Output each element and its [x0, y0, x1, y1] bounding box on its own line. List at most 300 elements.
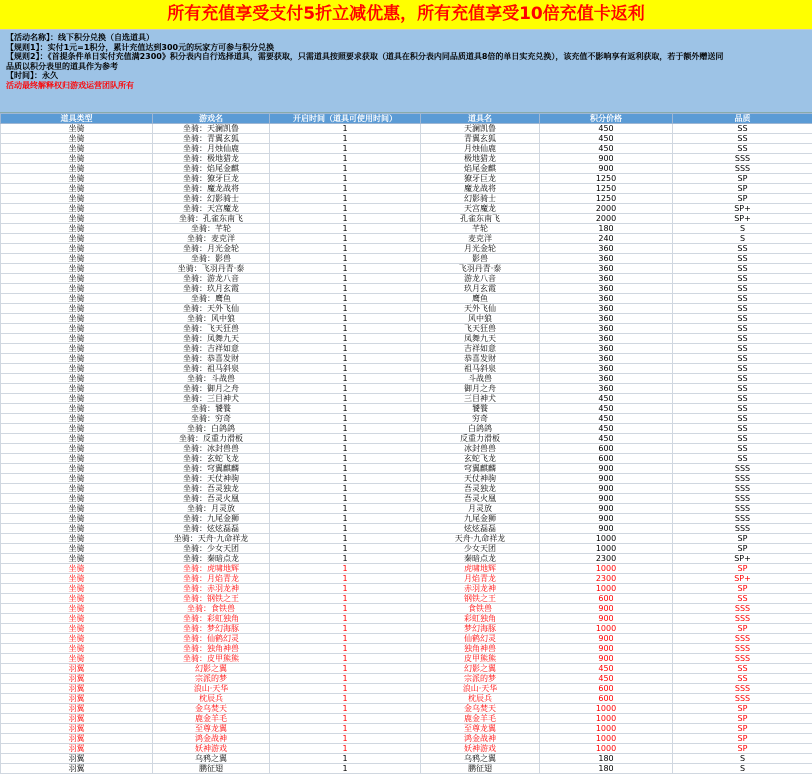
- cell-game-name[interactable]: 坐骑：鹰鱼: [153, 294, 270, 304]
- cell-item-type[interactable]: 坐骑: [1, 354, 153, 364]
- cell-open-time[interactable]: 1: [270, 254, 421, 264]
- cell-quality[interactable]: SS: [673, 374, 812, 384]
- cell-game-name[interactable]: 坐骑：飞羽丹青·泰: [153, 264, 270, 274]
- cell-open-time[interactable]: 1: [270, 244, 421, 254]
- table-row[interactable]: [1, 384, 812, 394]
- table-row[interactable]: [1, 124, 812, 134]
- cell-points-price[interactable]: 900: [540, 154, 673, 164]
- cell-item-type[interactable]: 羽翼: [1, 704, 153, 714]
- cell-item-type[interactable]: 坐骑: [1, 644, 153, 654]
- cell-quality[interactable]: SSS: [673, 494, 812, 504]
- cell-game-name[interactable]: 坐骑：反重力滑板: [153, 434, 270, 444]
- cell-item-name[interactable]: 玖月玄霞: [421, 284, 540, 294]
- table-row[interactable]: [1, 514, 812, 524]
- cell-item-name[interactable]: 斗战兽: [421, 374, 540, 384]
- cell-points-price[interactable]: 1000: [540, 534, 673, 544]
- cell-quality[interactable]: SSS: [673, 514, 812, 524]
- cell-points-price[interactable]: 360: [540, 354, 673, 364]
- table-row[interactable]: [1, 664, 812, 674]
- cell-item-type[interactable]: 坐骑: [1, 614, 153, 624]
- table-row[interactable]: [1, 284, 812, 294]
- cell-item-type[interactable]: 坐骑: [1, 544, 153, 554]
- cell-open-time[interactable]: 1: [270, 614, 421, 624]
- cell-points-price[interactable]: 1000: [540, 624, 673, 634]
- table-row[interactable]: [1, 634, 812, 644]
- cell-item-name[interactable]: 天仗神驹: [421, 474, 540, 484]
- table-row[interactable]: [1, 274, 812, 284]
- cell-quality[interactable]: SS: [673, 304, 812, 314]
- cell-game-name[interactable]: 坐骑：魔龙战将: [153, 184, 270, 194]
- table-row[interactable]: [1, 684, 812, 694]
- cell-item-name[interactable]: 玄蛇飞龙: [421, 454, 540, 464]
- table-row[interactable]: [1, 504, 812, 514]
- table-row[interactable]: [1, 394, 812, 404]
- table-row[interactable]: [1, 144, 812, 154]
- cell-quality[interactable]: SP: [673, 564, 812, 574]
- cell-game-name[interactable]: 坐骑：幻影骑士: [153, 194, 270, 204]
- cell-quality[interactable]: SS: [673, 384, 812, 394]
- cell-open-time[interactable]: 1: [270, 194, 421, 204]
- cell-item-type[interactable]: 羽翼: [1, 674, 153, 684]
- cell-quality[interactable]: SS: [673, 294, 812, 304]
- cell-quality[interactable]: SP: [673, 734, 812, 744]
- table-row[interactable]: [1, 474, 812, 484]
- cell-quality[interactable]: SS: [673, 394, 812, 404]
- cell-open-time[interactable]: 1: [270, 744, 421, 754]
- cell-item-name[interactable]: 祖马斜泉: [421, 364, 540, 374]
- cell-quality[interactable]: SSS: [673, 464, 812, 474]
- cell-open-time[interactable]: 1: [270, 514, 421, 524]
- cell-item-name[interactable]: 仙鹤幻灵: [421, 634, 540, 644]
- cell-open-time[interactable]: 1: [270, 644, 421, 654]
- cell-item-name[interactable]: 吾灵火凰: [421, 494, 540, 504]
- table-row[interactable]: [1, 764, 812, 774]
- cell-game-name[interactable]: 鹿金羊毛: [153, 714, 270, 724]
- table-row[interactable]: [1, 464, 812, 474]
- cell-open-time[interactable]: 1: [270, 484, 421, 494]
- cell-points-price[interactable]: 360: [540, 334, 673, 344]
- cell-item-type[interactable]: 坐骑: [1, 604, 153, 614]
- table-row[interactable]: [1, 494, 812, 504]
- cell-points-price[interactable]: 180: [540, 764, 673, 774]
- cell-item-type[interactable]: 羽翼: [1, 754, 153, 764]
- table-row[interactable]: [1, 244, 812, 254]
- cell-item-type[interactable]: 坐骑: [1, 234, 153, 244]
- cell-game-name[interactable]: 坐骑：天澜凯鲁: [153, 124, 270, 134]
- cell-game-name[interactable]: 坐骑：吾灵火凰: [153, 494, 270, 504]
- cell-item-name[interactable]: 青翼玄狐: [421, 134, 540, 144]
- table-row[interactable]: [1, 314, 812, 324]
- cell-open-time[interactable]: 1: [270, 444, 421, 454]
- table-row[interactable]: [1, 364, 812, 374]
- cell-open-time[interactable]: 1: [270, 504, 421, 514]
- cell-game-name[interactable]: 坐骑：钢铁之王: [153, 594, 270, 604]
- cell-item-type[interactable]: 坐骑: [1, 254, 153, 264]
- cell-item-type[interactable]: 坐骑: [1, 184, 153, 194]
- cell-points-price[interactable]: 600: [540, 694, 673, 704]
- table-row[interactable]: [1, 614, 812, 624]
- cell-points-price[interactable]: 900: [540, 614, 673, 624]
- cell-quality[interactable]: SS: [673, 414, 812, 424]
- cell-item-type[interactable]: 坐骑: [1, 264, 153, 274]
- cell-quality[interactable]: SSS: [673, 504, 812, 514]
- cell-open-time[interactable]: 1: [270, 674, 421, 684]
- table-row[interactable]: [1, 744, 812, 754]
- cell-item-type[interactable]: 坐骑: [1, 164, 153, 174]
- cell-points-price[interactable]: 450: [540, 424, 673, 434]
- cell-game-name[interactable]: 枕辰兵: [153, 694, 270, 704]
- cell-game-name[interactable]: 坐骑：玄蛇飞龙: [153, 454, 270, 464]
- cell-game-name[interactable]: 坐骑：穷奇: [153, 414, 270, 424]
- cell-item-name[interactable]: 极地猎龙: [421, 154, 540, 164]
- cell-item-type[interactable]: 坐骑: [1, 334, 153, 344]
- cell-open-time[interactable]: 1: [270, 324, 421, 334]
- cell-item-type[interactable]: 坐骑: [1, 324, 153, 334]
- cell-item-type[interactable]: 坐骑: [1, 144, 153, 154]
- cell-game-name[interactable]: 坐骑：麦克洋: [153, 234, 270, 244]
- cell-points-price[interactable]: 1250: [540, 194, 673, 204]
- cell-item-name[interactable]: 彩虹独角: [421, 614, 540, 624]
- table-row[interactable]: [1, 354, 812, 364]
- cell-game-name[interactable]: 坐骑：秦暗点龙: [153, 554, 270, 564]
- cell-item-type[interactable]: 坐骑: [1, 294, 153, 304]
- cell-item-type[interactable]: 坐骑: [1, 574, 153, 584]
- cell-quality[interactable]: SS: [673, 124, 812, 134]
- table-row[interactable]: [1, 204, 812, 214]
- table-row[interactable]: [1, 524, 812, 534]
- cell-points-price[interactable]: 1000: [540, 724, 673, 734]
- cell-open-time[interactable]: 1: [270, 264, 421, 274]
- cell-open-time[interactable]: 1: [270, 574, 421, 584]
- table-row[interactable]: [1, 694, 812, 704]
- cell-item-name[interactable]: 皮甲熊熊: [421, 654, 540, 664]
- cell-game-name[interactable]: 至尊龙翼: [153, 724, 270, 734]
- cell-open-time[interactable]: 1: [270, 314, 421, 324]
- cell-points-price[interactable]: 1000: [540, 584, 673, 594]
- cell-item-name[interactable]: 吉祥如意: [421, 344, 540, 354]
- cell-points-price[interactable]: 360: [540, 274, 673, 284]
- cell-quality[interactable]: SS: [673, 404, 812, 414]
- cell-item-type[interactable]: 坐骑: [1, 244, 153, 254]
- cell-item-name[interactable]: 鹰鱼: [421, 294, 540, 304]
- col-header-quality[interactable]: 品质: [673, 114, 812, 124]
- cell-game-name[interactable]: 坐骑：游龙八音: [153, 274, 270, 284]
- cell-quality[interactable]: SS: [673, 284, 812, 294]
- cell-quality[interactable]: SP: [673, 534, 812, 544]
- table-row[interactable]: [1, 594, 812, 604]
- cell-open-time[interactable]: 1: [270, 694, 421, 704]
- cell-item-type[interactable]: 坐骑: [1, 524, 153, 534]
- cell-game-name[interactable]: 金乌焚天: [153, 704, 270, 714]
- cell-quality[interactable]: SS: [673, 434, 812, 444]
- cell-item-type[interactable]: 坐骑: [1, 374, 153, 384]
- cell-game-name[interactable]: 坐骑：饕餮: [153, 404, 270, 414]
- cell-points-price[interactable]: 900: [540, 634, 673, 644]
- cell-points-price[interactable]: 450: [540, 144, 673, 154]
- cell-points-price[interactable]: 360: [540, 344, 673, 354]
- cell-item-type[interactable]: 坐骑: [1, 514, 153, 524]
- cell-quality[interactable]: SP: [673, 174, 812, 184]
- cell-open-time[interactable]: 1: [270, 734, 421, 744]
- cell-points-price[interactable]: 600: [540, 684, 673, 694]
- cell-open-time[interactable]: 1: [270, 754, 421, 764]
- cell-open-time[interactable]: 1: [270, 584, 421, 594]
- cell-points-price[interactable]: 600: [540, 444, 673, 454]
- cell-quality[interactable]: SP: [673, 714, 812, 724]
- cell-game-name[interactable]: 坐骑：月光金轮: [153, 244, 270, 254]
- cell-open-time[interactable]: 1: [270, 534, 421, 544]
- cell-item-name[interactable]: 白鸽鸽: [421, 424, 540, 434]
- cell-points-price[interactable]: 360: [540, 324, 673, 334]
- cell-open-time[interactable]: 1: [270, 704, 421, 714]
- cell-game-name[interactable]: 坐骑：少女天团: [153, 544, 270, 554]
- cell-item-type[interactable]: 坐骑: [1, 414, 153, 424]
- cell-points-price[interactable]: 360: [540, 374, 673, 384]
- cell-quality[interactable]: SP: [673, 194, 812, 204]
- cell-item-type[interactable]: 羽翼: [1, 724, 153, 734]
- cell-open-time[interactable]: 1: [270, 224, 421, 234]
- table-row[interactable]: [1, 444, 812, 454]
- cell-open-time[interactable]: 1: [270, 384, 421, 394]
- cell-points-price[interactable]: 1000: [540, 564, 673, 574]
- cell-item-name[interactable]: 梦幻海豚: [421, 624, 540, 634]
- cell-game-name[interactable]: 坐骑：风中狼: [153, 314, 270, 324]
- cell-points-price[interactable]: 180: [540, 754, 673, 764]
- cell-item-type[interactable]: 坐骑: [1, 124, 153, 134]
- cell-game-name[interactable]: 坐骑：独角神兽: [153, 644, 270, 654]
- cell-item-name[interactable]: 凤舞九天: [421, 334, 540, 344]
- cell-game-name[interactable]: 坐骑：冰封兽兽: [153, 444, 270, 454]
- cell-item-type[interactable]: 坐骑: [1, 344, 153, 354]
- cell-quality[interactable]: SP: [673, 744, 812, 754]
- table-row[interactable]: [1, 174, 812, 184]
- cell-game-name[interactable]: 坐骑：三目神犬: [153, 394, 270, 404]
- cell-item-name[interactable]: 御月之舟: [421, 384, 540, 394]
- cell-game-name[interactable]: 妖神游戏: [153, 744, 270, 754]
- cell-game-name[interactable]: 宗派的梦: [153, 674, 270, 684]
- cell-game-name[interactable]: 坐骑：天宫魔龙: [153, 204, 270, 214]
- cell-item-type[interactable]: 坐骑: [1, 214, 153, 224]
- cell-game-name[interactable]: 坐骑：天外飞仙: [153, 304, 270, 314]
- cell-open-time[interactable]: 1: [270, 434, 421, 444]
- cell-game-name[interactable]: 坐骑：影兽: [153, 254, 270, 264]
- table-row[interactable]: [1, 734, 812, 744]
- cell-item-name[interactable]: 天宫魔龙: [421, 204, 540, 214]
- cell-quality[interactable]: SS: [673, 424, 812, 434]
- cell-open-time[interactable]: 1: [270, 724, 421, 734]
- cell-quality[interactable]: SP: [673, 704, 812, 714]
- cell-points-price[interactable]: 450: [540, 124, 673, 134]
- cell-item-type[interactable]: 坐骑: [1, 474, 153, 484]
- cell-points-price[interactable]: 900: [540, 494, 673, 504]
- table-row[interactable]: [1, 454, 812, 464]
- cell-item-type[interactable]: 坐骑: [1, 624, 153, 634]
- cell-quality[interactable]: SS: [673, 314, 812, 324]
- table-row[interactable]: [1, 554, 812, 564]
- cell-quality[interactable]: SS: [673, 364, 812, 374]
- cell-quality[interactable]: SS: [673, 354, 812, 364]
- cell-open-time[interactable]: 1: [270, 234, 421, 244]
- cell-item-name[interactable]: 浪山·天华: [421, 684, 540, 694]
- cell-open-time[interactable]: 1: [270, 604, 421, 614]
- cell-item-type[interactable]: 坐骑: [1, 274, 153, 284]
- cell-item-name[interactable]: 天外飞仙: [421, 304, 540, 314]
- cell-item-type[interactable]: 坐骑: [1, 224, 153, 234]
- cell-quality[interactable]: SSS: [673, 694, 812, 704]
- cell-item-type[interactable]: 坐骑: [1, 434, 153, 444]
- cell-open-time[interactable]: 1: [270, 364, 421, 374]
- table-row[interactable]: [1, 164, 812, 174]
- cell-open-time[interactable]: 1: [270, 624, 421, 634]
- cell-item-type[interactable]: 坐骑: [1, 484, 153, 494]
- cell-item-name[interactable]: 秦暗点龙: [421, 554, 540, 564]
- cell-item-name[interactable]: 反重力滑板: [421, 434, 540, 444]
- cell-game-name[interactable]: 坐骑：芊轮: [153, 224, 270, 234]
- table-row[interactable]: [1, 484, 812, 494]
- table-row[interactable]: [1, 704, 812, 714]
- cell-open-time[interactable]: 1: [270, 424, 421, 434]
- cell-quality[interactable]: S: [673, 754, 812, 764]
- cell-open-time[interactable]: 1: [270, 684, 421, 694]
- cell-item-name[interactable]: 幻影之翼: [421, 664, 540, 674]
- table-row[interactable]: [1, 134, 812, 144]
- cell-item-name[interactable]: 焰尾金麒: [421, 164, 540, 174]
- cell-item-type[interactable]: 坐骑: [1, 204, 153, 214]
- table-row[interactable]: [1, 404, 812, 414]
- cell-game-name[interactable]: 鸿金战神: [153, 734, 270, 744]
- cell-quality[interactable]: SS: [673, 244, 812, 254]
- cell-item-type[interactable]: 坐骑: [1, 424, 153, 434]
- cell-open-time[interactable]: 1: [270, 294, 421, 304]
- cell-open-time[interactable]: 1: [270, 144, 421, 154]
- cell-points-price[interactable]: 900: [540, 504, 673, 514]
- cell-item-name[interactable]: 幻影骑士: [421, 194, 540, 204]
- cell-quality[interactable]: SS: [673, 674, 812, 684]
- cell-open-time[interactable]: 1: [270, 714, 421, 724]
- cell-game-name[interactable]: 坐骑：穹翼麒麟: [153, 464, 270, 474]
- cell-game-name[interactable]: 坐骑：吾灵独龙: [153, 484, 270, 494]
- cell-game-name[interactable]: 坐骑：孔雀东南飞: [153, 214, 270, 224]
- cell-open-time[interactable]: 1: [270, 764, 421, 774]
- col-header-game-name[interactable]: 游戏名: [153, 114, 270, 124]
- cell-item-name[interactable]: 风中狼: [421, 314, 540, 324]
- cell-quality[interactable]: SSS: [673, 524, 812, 534]
- cell-game-name[interactable]: 坐骑：梦幻海豚: [153, 624, 270, 634]
- cell-game-name[interactable]: 坐骑：赤羽龙神: [153, 584, 270, 594]
- cell-quality[interactable]: SP: [673, 724, 812, 734]
- cell-open-time[interactable]: 1: [270, 664, 421, 674]
- cell-item-type[interactable]: 羽翼: [1, 764, 153, 774]
- cell-item-name[interactable]: 恭喜发财: [421, 354, 540, 364]
- cell-open-time[interactable]: 1: [270, 274, 421, 284]
- table-row[interactable]: [1, 184, 812, 194]
- cell-item-type[interactable]: 坐骑: [1, 654, 153, 664]
- cell-points-price[interactable]: 600: [540, 594, 673, 604]
- cell-item-type[interactable]: 坐骑: [1, 384, 153, 394]
- cell-game-name[interactable]: 坐骑：御月之舟: [153, 384, 270, 394]
- cell-item-name[interactable]: 吾灵独龙: [421, 484, 540, 494]
- cell-open-time[interactable]: 1: [270, 474, 421, 484]
- cell-quality[interactable]: SP+: [673, 554, 812, 564]
- cell-open-time[interactable]: 1: [270, 174, 421, 184]
- cell-quality[interactable]: SSS: [673, 684, 812, 694]
- cell-item-name[interactable]: 飞羽丹青·泰: [421, 264, 540, 274]
- cell-quality[interactable]: SS: [673, 274, 812, 284]
- cell-quality[interactable]: SSS: [673, 484, 812, 494]
- cell-points-price[interactable]: 1000: [540, 734, 673, 744]
- cell-open-time[interactable]: 1: [270, 184, 421, 194]
- cell-item-name[interactable]: 枕辰兵: [421, 694, 540, 704]
- cell-game-name[interactable]: 坐骑：玖月玄霞: [153, 284, 270, 294]
- cell-open-time[interactable]: 1: [270, 524, 421, 534]
- cell-game-name[interactable]: 坐骑：天仗神驹: [153, 474, 270, 484]
- col-header-item-name[interactable]: 道具名: [421, 114, 540, 124]
- cell-item-name[interactable]: 饕餮: [421, 404, 540, 414]
- cell-points-price[interactable]: 900: [540, 604, 673, 614]
- cell-game-name[interactable]: 坐骑：月烛仙鹿: [153, 144, 270, 154]
- cell-game-name[interactable]: 幻影之翼: [153, 664, 270, 674]
- cell-open-time[interactable]: 1: [270, 354, 421, 364]
- cell-item-name[interactable]: 九尾金狮: [421, 514, 540, 524]
- cell-item-type[interactable]: 坐骑: [1, 564, 153, 574]
- cell-open-time[interactable]: 1: [270, 464, 421, 474]
- cell-points-price[interactable]: 2300: [540, 554, 673, 564]
- cell-item-name[interactable]: 少女天团: [421, 544, 540, 554]
- table-row[interactable]: [1, 674, 812, 684]
- cell-quality[interactable]: SS: [673, 664, 812, 674]
- table-row[interactable]: [1, 334, 812, 344]
- cell-points-price[interactable]: 360: [540, 284, 673, 294]
- cell-game-name[interactable]: 坐骑：焰尾金麒: [153, 164, 270, 174]
- cell-item-name[interactable]: 獠牙巨龙: [421, 174, 540, 184]
- cell-game-name[interactable]: 坐骑：九尾金狮: [153, 514, 270, 524]
- cell-game-name[interactable]: 坐骑：仙鹤幻灵: [153, 634, 270, 644]
- cell-game-name[interactable]: 坐骑：皮甲熊熊: [153, 654, 270, 664]
- cell-quality[interactable]: SSS: [673, 154, 812, 164]
- cell-points-price[interactable]: 900: [540, 524, 673, 534]
- cell-game-name[interactable]: 坐骑：炫炫磊磊: [153, 524, 270, 534]
- cell-open-time[interactable]: 1: [270, 284, 421, 294]
- cell-item-type[interactable]: 坐骑: [1, 284, 153, 294]
- cell-points-price[interactable]: 240: [540, 234, 673, 244]
- cell-quality[interactable]: SP: [673, 544, 812, 554]
- cell-item-name[interactable]: 芊轮: [421, 224, 540, 234]
- cell-quality[interactable]: SP+: [673, 204, 812, 214]
- cell-points-price[interactable]: 360: [540, 364, 673, 374]
- cell-quality[interactable]: SS: [673, 594, 812, 604]
- cell-open-time[interactable]: 1: [270, 654, 421, 664]
- cell-points-price[interactable]: 450: [540, 414, 673, 424]
- cell-points-price[interactable]: 360: [540, 384, 673, 394]
- cell-game-name[interactable]: 坐骑：虎啸地辉: [153, 564, 270, 574]
- cell-points-price[interactable]: 360: [540, 294, 673, 304]
- table-row[interactable]: [1, 654, 812, 664]
- cell-quality[interactable]: SSS: [673, 614, 812, 624]
- cell-open-time[interactable]: 1: [270, 134, 421, 144]
- cell-open-time[interactable]: 1: [270, 634, 421, 644]
- cell-item-type[interactable]: 坐骑: [1, 504, 153, 514]
- cell-game-name[interactable]: 坐骑：食铁兽: [153, 604, 270, 614]
- cell-item-name[interactable]: 穹翼麒麟: [421, 464, 540, 474]
- cell-item-type[interactable]: 羽翼: [1, 744, 153, 754]
- table-row[interactable]: [1, 574, 812, 584]
- cell-item-name[interactable]: 食铁兽: [421, 604, 540, 614]
- cell-game-name[interactable]: 坐骑：吉祥如意: [153, 344, 270, 354]
- table-row[interactable]: [1, 304, 812, 314]
- col-header-points-price[interactable]: 积分价格: [540, 114, 673, 124]
- cell-points-price[interactable]: 450: [540, 394, 673, 404]
- cell-item-name[interactable]: 金乌焚天: [421, 704, 540, 714]
